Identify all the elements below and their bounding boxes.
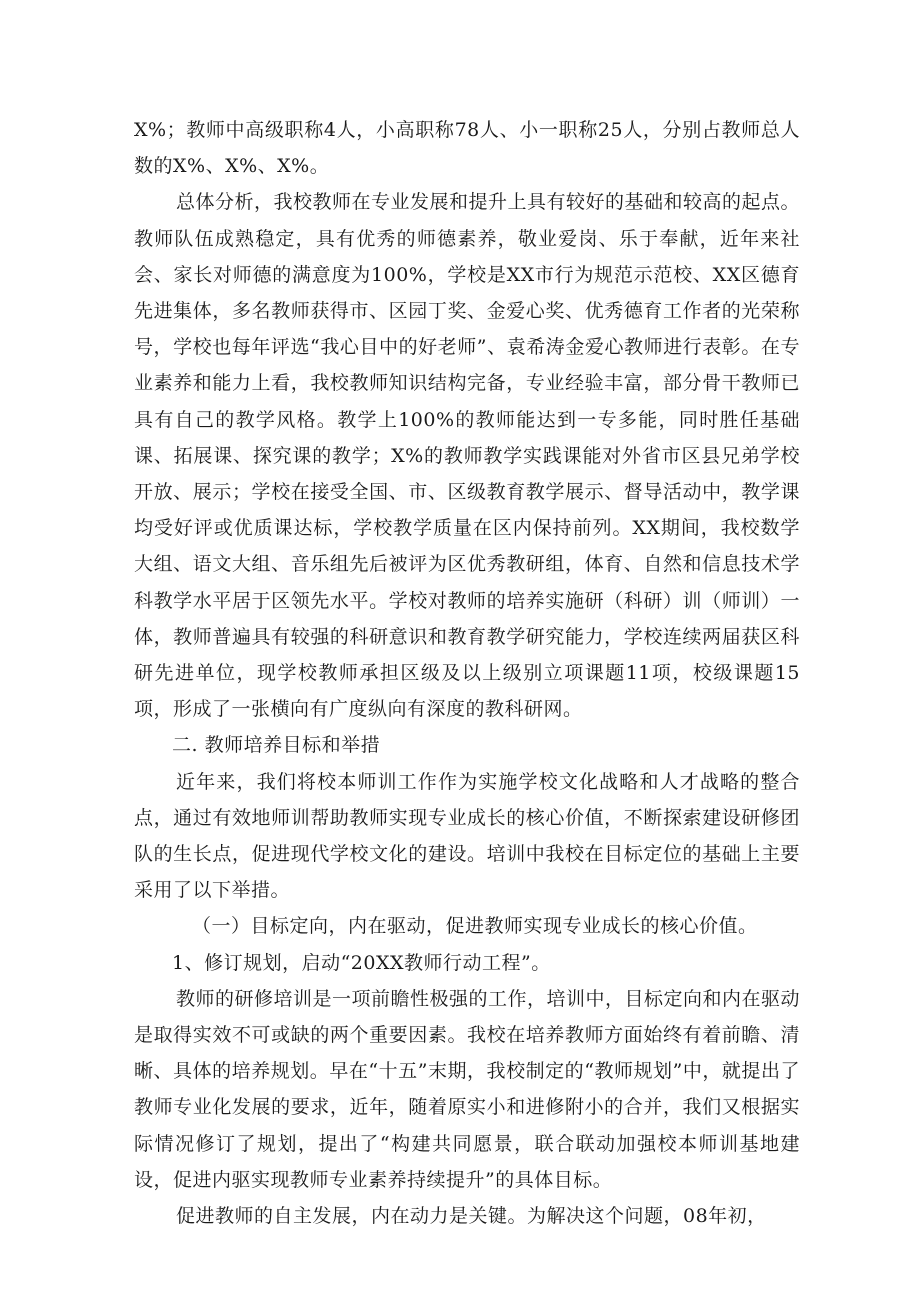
subsection-heading-1: （一）目标定向，内在驱动，促进教师实现专业成长的核心价值。 xyxy=(192,915,758,938)
item-heading-revise-plan: 1、修订规划，启动“20XX教师行动工程”。 xyxy=(172,951,551,974)
paragraph-recent-years: 近年来，我们将校本师训工作作为实施学校文化战略和人才战略的整合点，通过有效地师训帮助教师实现专业成长的核心价值，不断探索建设研修团队的生长点，促进现代学校文化的建设。培训中我校在目标定位的基础上主要采用了以下举措。 xyxy=(134,770,800,902)
paragraph-teacher-training: 教师的研修培训是一项前瞻性极强的工作，培训中，目标定向和内在驱动是取得实效不可或缺的两个重要因素。我校在培养教师方面始终有着前瞻、清晰、具体的培养规划。早在“十五”末期，我校制定的“教师规划”中，就提出了教师专业化发展的要求，近年，随着原实小和进修附小的合并，我们又根据实际情况修订了规划，提出了“构建共同愿景，联合联动加强校本师训基地建设，促进内驱实现教师专业素养持续提升”的具体目标。 xyxy=(134,987,801,1191)
paragraph-self-development: 促进教师的自主发展，内在动力是关键。为解决这个问题，08年初， xyxy=(176,1205,767,1228)
paragraph-overall-analysis: 总体分析，我校教师在专业发展和提升上具有较好的基础和较高的起点。教师队伍成熟稳定，具有优秀的师德素养，敬业爱岗、乐于奉献，近年来社会、家长对师德的满意度为100%，学校是XX市行为规范示范校、XX区德育先进集体，多名教师获得市、区园丁奖、金爱心奖、优秀德育工作者的光荣称号，学校也每年评选“我心目中的好老师”、袁希涛金爱心教师进行表彰。在专业素养和能力上看，我校教师知识结构完备，专业经验丰富，部分骨干教师已具有自己的教学风格。教学上100%的教师能达到一专多能，同时胜任基础课、拓展课、探究课的教学；X%的教师教学实践课能对外省市区县兄弟学校开放、展示；学校在接受全国、市、区级教育教学展示、督导活动中，教学课均受好评或优质课达标，学校教学质量在区内保持前列。XX期间，我校数学大组、语文大组、音乐组先后被评为区优秀教研组，体育、自然和信息技术学科教学水平居于区领先水平。学校对教师的培养实施研（科研）训（师训）一体，教师普遍具有较强的科研意识和教育教学研究能力，学校连续两届获区科研先进单位，现学校教师承担区级及以上级别立项课题11项，校级课题15项，形成了一张横向有广度纵向有深度的教科研网。 xyxy=(134,191,801,721)
paragraph-teacher-titles: X%；教师中高级职称4人，小高职称78人、小一职称25人，分别占教师总人数的X%、X%、X%。 xyxy=(134,119,800,178)
section-heading-goals: 二. 教师培养目标和举措 xyxy=(172,734,381,757)
